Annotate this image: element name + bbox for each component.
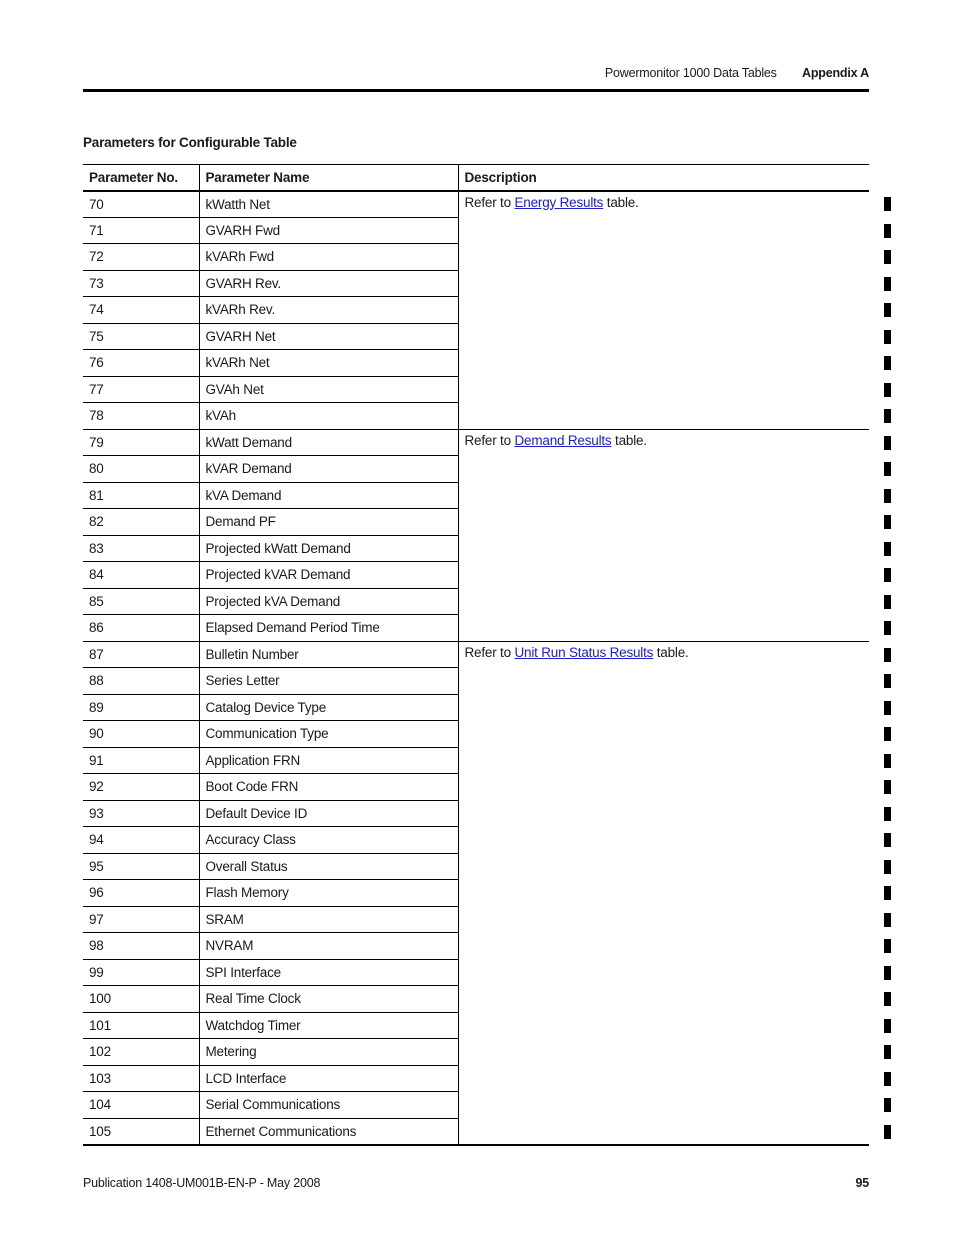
parameter-name-cell: Flash Memory <box>199 880 458 907</box>
parameter-name-cell: Application FRN <box>199 747 458 774</box>
change-bar <box>884 489 891 503</box>
table-row <box>83 429 869 456</box>
parameter-number-cell: 96 <box>83 880 199 907</box>
running-title: Powermonitor 1000 Data Tables <box>604 66 777 80</box>
change-bar <box>884 568 891 582</box>
appendix-label: Appendix A <box>802 66 869 80</box>
parameter-name-cell: Default Device ID <box>199 800 458 827</box>
change-bar <box>884 250 891 264</box>
table-row <box>83 191 869 218</box>
parameter-name-cell: LCD Interface <box>199 1065 458 1092</box>
parameters-table <box>83 164 869 1146</box>
parameter-name-cell: GVAh Net <box>199 376 458 403</box>
parameter-name-cell: Boot Code FRN <box>199 774 458 801</box>
change-bar <box>884 780 891 794</box>
parameter-number-cell: 100 <box>83 986 199 1013</box>
page-number: 95 <box>855 1176 869 1190</box>
parameter-number-cell: 98 <box>83 933 199 960</box>
parameter-number-cell: 72 <box>83 244 199 271</box>
description-prefix: Refer to <box>464 644 515 660</box>
description-prefix: Refer to <box>464 194 515 210</box>
change-bar <box>884 701 891 715</box>
parameter-name-cell: Accuracy Class <box>199 827 458 854</box>
parameter-number-cell: 73 <box>83 270 199 297</box>
parameter-number-cell: 80 <box>83 456 199 483</box>
parameter-number-cell: 85 <box>83 588 199 615</box>
parameter-name-cell: GVARH Rev. <box>199 270 458 297</box>
parameter-number-cell: 94 <box>83 827 199 854</box>
parameter-number-cell: 74 <box>83 297 199 324</box>
change-bar <box>884 224 891 238</box>
parameter-name-cell: kWatt Demand <box>199 429 458 456</box>
change-bar <box>884 303 891 317</box>
parameter-name-cell: kWatth Net <box>199 191 458 218</box>
change-bar <box>884 436 891 450</box>
parameter-number-cell: 88 <box>83 668 199 695</box>
cross-reference-link[interactable]: Unit Run Status Results <box>514 644 654 660</box>
description-cell <box>458 641 869 1145</box>
change-bar <box>884 1019 891 1033</box>
description-cell <box>458 429 869 641</box>
change-bar <box>884 939 891 953</box>
parameter-name-cell: Projected kWatt Demand <box>199 535 458 562</box>
parameter-name-cell: Ethernet Communications <box>199 1118 458 1145</box>
parameter-name-cell: kVARh Net <box>199 350 458 377</box>
parameter-number-cell: 95 <box>83 853 199 880</box>
parameter-name-cell: kVARh Rev. <box>199 297 458 324</box>
change-bar <box>884 913 891 927</box>
change-bar <box>884 860 891 874</box>
cross-reference-link[interactable]: Energy Results <box>514 194 604 210</box>
parameter-name-cell: Metering <box>199 1039 458 1066</box>
description-cell <box>458 191 869 430</box>
parameter-number-cell: 104 <box>83 1092 199 1119</box>
change-bar <box>884 992 891 1006</box>
parameter-name-cell: Projected kVA Demand <box>199 588 458 615</box>
parameter-number-cell: 79 <box>83 429 199 456</box>
change-bar <box>884 807 891 821</box>
change-bar <box>884 277 891 291</box>
publication-number: Publication 1408-UM001B-EN-P - May 2008 <box>83 1176 321 1190</box>
parameter-name-cell: Demand PF <box>199 509 458 536</box>
change-bar <box>884 1098 891 1112</box>
parameter-number-cell: 99 <box>83 959 199 986</box>
table-body <box>83 191 869 1145</box>
header-rule <box>83 89 869 92</box>
change-bar <box>884 383 891 397</box>
table-header-row <box>83 165 869 191</box>
parameter-number-cell: 89 <box>83 694 199 721</box>
change-bar <box>884 886 891 900</box>
parameter-name-cell: Bulletin Number <box>199 641 458 668</box>
parameter-number-cell: 71 <box>83 217 199 244</box>
parameter-name-cell: Projected kVAR Demand <box>199 562 458 589</box>
change-bar <box>884 1045 891 1059</box>
description-prefix: Refer to <box>464 432 515 448</box>
change-bar <box>884 833 891 847</box>
parameter-number-cell: 70 <box>83 191 199 218</box>
table-row <box>83 641 869 668</box>
change-bar <box>884 1125 891 1139</box>
parameter-name-cell: SRAM <box>199 906 458 933</box>
parameter-number-cell: 81 <box>83 482 199 509</box>
parameter-name-cell: Serial Communications <box>199 1092 458 1119</box>
parameter-number-cell: 77 <box>83 376 199 403</box>
parameter-number-cell: 93 <box>83 800 199 827</box>
parameter-number-cell: 78 <box>83 403 199 430</box>
parameter-name-cell: kVAh <box>199 403 458 430</box>
column-header-description: Description <box>458 165 869 191</box>
change-bar <box>884 197 891 211</box>
parameter-number-cell: 76 <box>83 350 199 377</box>
parameter-number-cell: 101 <box>83 1012 199 1039</box>
parameter-name-cell: Watchdog Timer <box>199 1012 458 1039</box>
parameter-number-cell: 90 <box>83 721 199 748</box>
parameter-number-cell: 84 <box>83 562 199 589</box>
change-bar <box>884 648 891 662</box>
parameter-name-cell: kVA Demand <box>199 482 458 509</box>
change-bar <box>884 515 891 529</box>
parameter-number-cell: 87 <box>83 641 199 668</box>
parameter-number-cell: 105 <box>83 1118 199 1145</box>
description-suffix: table. <box>653 644 689 660</box>
change-bar <box>884 1072 891 1086</box>
parameter-number-cell: 82 <box>83 509 199 536</box>
parameter-name-cell: Overall Status <box>199 853 458 880</box>
column-header-parameter-no: Parameter No. <box>83 165 199 191</box>
change-bar <box>884 674 891 688</box>
parameter-name-cell: Real Time Clock <box>199 986 458 1013</box>
column-header-parameter-name: Parameter Name <box>199 165 458 191</box>
change-bar <box>884 462 891 476</box>
change-bar <box>884 542 891 556</box>
change-bar <box>884 356 891 370</box>
description-suffix: table. <box>611 432 647 448</box>
page-header <box>83 66 869 84</box>
parameter-number-cell: 103 <box>83 1065 199 1092</box>
change-bar <box>884 330 891 344</box>
parameter-name-cell: Communication Type <box>199 721 458 748</box>
cross-reference-link[interactable]: Demand Results <box>514 432 612 448</box>
parameter-name-cell: kVAR Demand <box>199 456 458 483</box>
description-suffix: table. <box>603 194 639 210</box>
change-bar <box>884 621 891 635</box>
parameter-number-cell: 97 <box>83 906 199 933</box>
change-bar <box>884 409 891 423</box>
change-bar <box>884 966 891 980</box>
parameter-name-cell: SPI Interface <box>199 959 458 986</box>
parameter-name-cell: NVRAM <box>199 933 458 960</box>
parameter-name-cell: GVARH Fwd <box>199 217 458 244</box>
parameter-name-cell: Elapsed Demand Period Time <box>199 615 458 642</box>
change-bar <box>884 727 891 741</box>
parameter-name-cell: kVARh Fwd <box>199 244 458 271</box>
page-footer <box>83 1176 869 1190</box>
change-bar <box>884 754 891 768</box>
parameter-number-cell: 86 <box>83 615 199 642</box>
parameter-number-cell: 75 <box>83 323 199 350</box>
parameter-number-cell: 91 <box>83 747 199 774</box>
parameter-name-cell: Catalog Device Type <box>199 694 458 721</box>
table-caption: Parameters for Configurable Table <box>83 135 297 150</box>
change-bar <box>884 595 891 609</box>
parameter-name-cell: GVARH Net <box>199 323 458 350</box>
parameter-number-cell: 83 <box>83 535 199 562</box>
parameter-name-cell: Series Letter <box>199 668 458 695</box>
parameter-number-cell: 102 <box>83 1039 199 1066</box>
parameter-number-cell: 92 <box>83 774 199 801</box>
